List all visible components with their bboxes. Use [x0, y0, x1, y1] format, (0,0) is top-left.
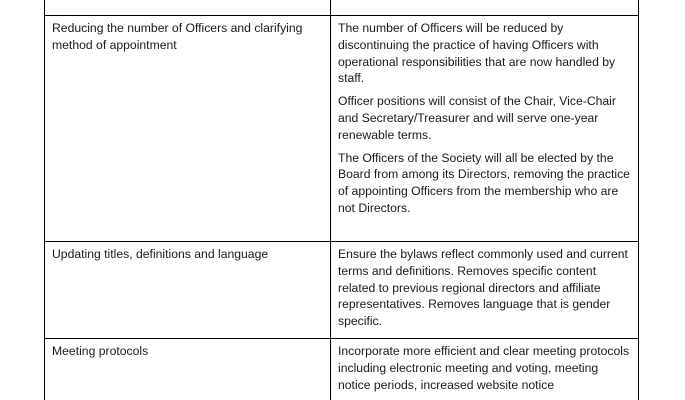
table-row [45, 338, 639, 400]
details-paragraph: Ensure the bylaws reflect commonly used and current terms and definitions. Removes specific content related to previous regional directors and affiliate representatives. Removes language that is gender specific. [338, 247, 628, 329]
topic-text: Updating titles, definitions and language [52, 247, 269, 261]
topic-text: Meeting protocols [52, 343, 149, 358]
details-paragraph: Incorporate more efficient and clear meeting protocols including electronic meeting and voting, meeting notice periods, increased website notice [338, 343, 630, 392]
table-row [45, 242, 639, 339]
bylaws-changes-table [44, 0, 639, 400]
details-cell [331, 0, 639, 16]
topic-cell [45, 338, 331, 400]
details-cell [331, 338, 639, 400]
details-cell [331, 242, 639, 339]
details-paragraph: The number of Officers will be reduced by discontinuing the practice of having Officers with operational responsibilities that are now handled by staff. [338, 21, 616, 86]
table-row [45, 0, 639, 16]
details-paragraph: The Officers of the Society will all be elected by the Board from among its Directors, removing the practice of appointing Officers from the membership who are not Directors. [338, 150, 630, 215]
details-paragraph: Officer positions will consist of the Chair, Vice-Chair and Secretary/Treasurer and will serve one-year renewable terms. [338, 94, 616, 142]
topic-cell [45, 242, 331, 339]
details-cell [331, 16, 639, 242]
topic-text: Reducing the number of Officers and clarifying method of appointment [52, 21, 303, 52]
topic-cell [45, 16, 331, 242]
topic-cell [45, 0, 331, 16]
table-row [45, 16, 639, 242]
